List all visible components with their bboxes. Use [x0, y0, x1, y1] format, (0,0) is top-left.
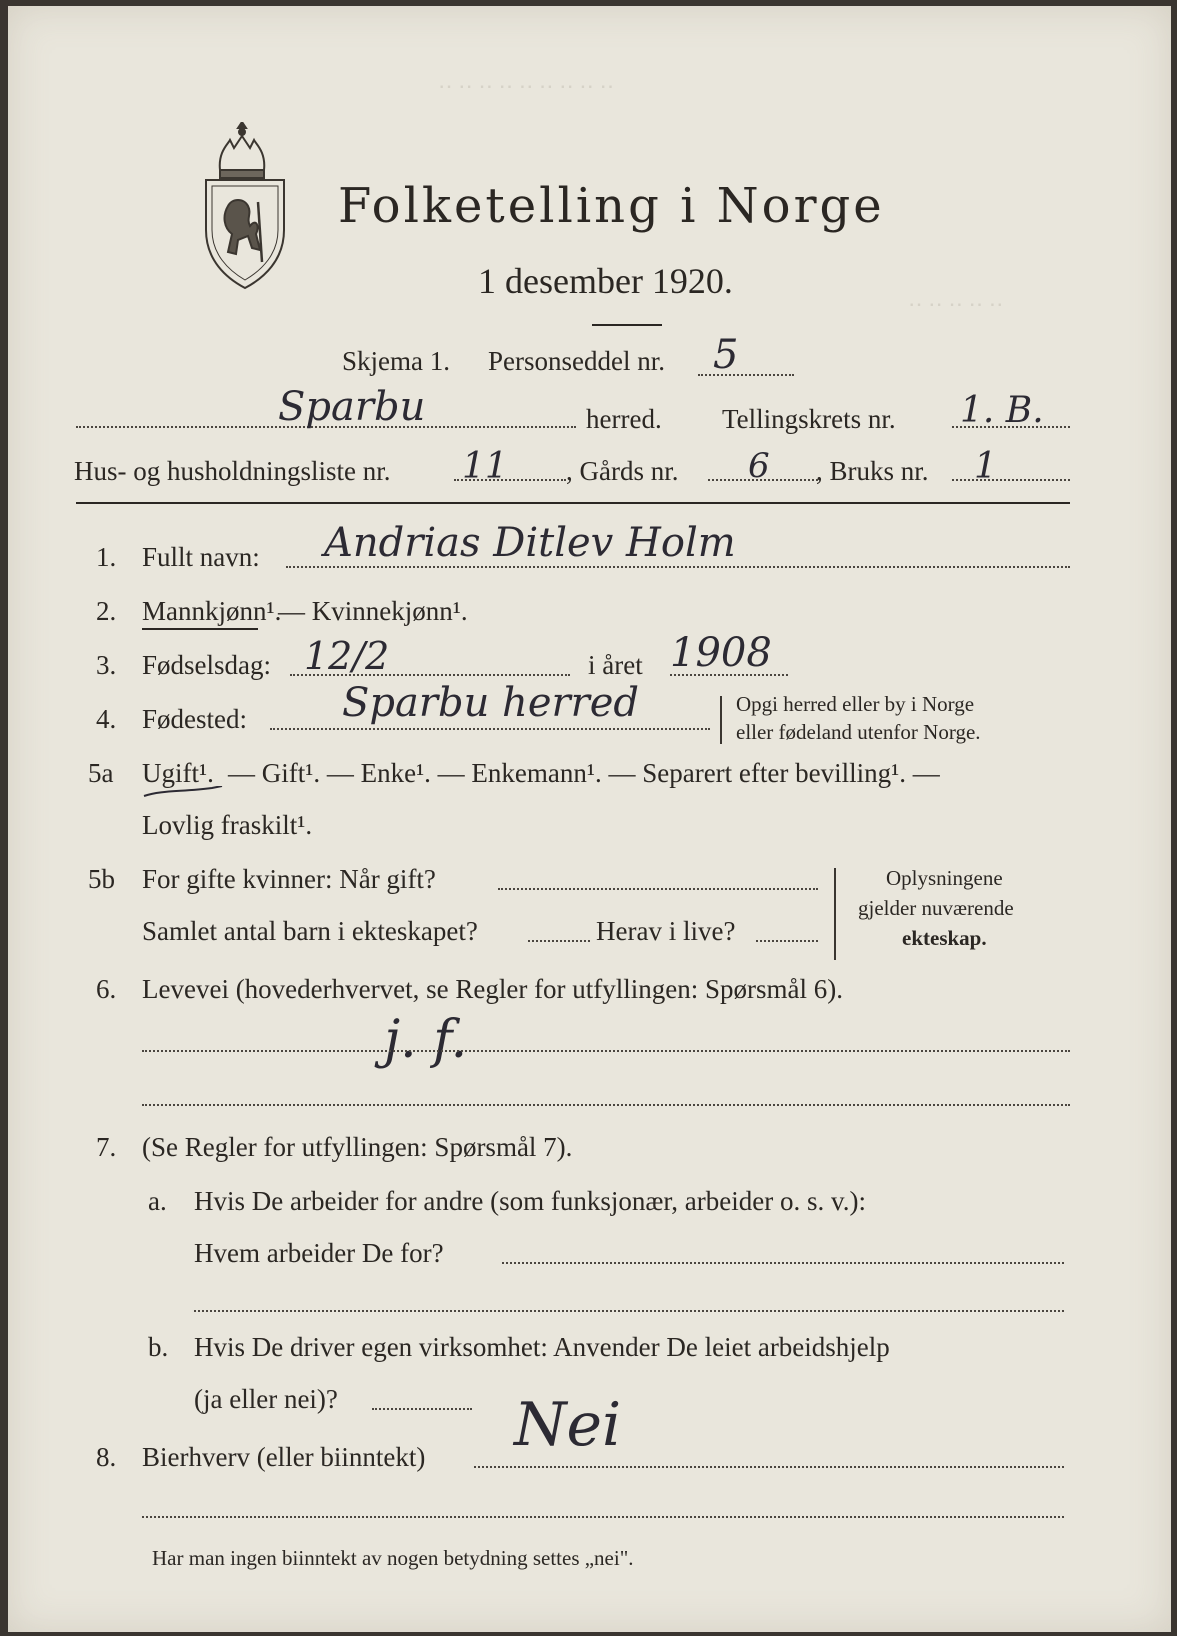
q2-male-option: Mannkjønn¹.	[142, 596, 282, 626]
q6-field-line1	[142, 1050, 1070, 1052]
q7-label: (Se Regler for utfyllingen: Spørsmål 7).	[142, 1132, 573, 1162]
q4-birthplace: Sparbu herred	[342, 680, 640, 726]
herred-value: Sparbu	[278, 384, 426, 430]
tellingskrets-value: 1. B.	[960, 390, 1044, 431]
q4-label: Fødested:	[142, 704, 247, 734]
q1-number: 1.	[96, 542, 117, 572]
q6-label: Levevei (hovederhvervet, se Regler for utfyllingen: Spørsmål 6).	[142, 974, 844, 1004]
q5a-divorced-option: Lovlig fraskilt¹.	[142, 810, 313, 840]
husliste-label: Hus- og husholdningsliste nr.	[74, 456, 391, 486]
gards-label: , Gårds nr.	[566, 456, 679, 486]
q2-male-underline	[142, 628, 258, 630]
q7b-label: Hvis De driver egen virksomhet: Anvender De leiet arbeidshjelp	[194, 1332, 890, 1362]
bruks-value: 1	[974, 446, 997, 487]
q5b-note-line2: gjelder nuværende	[858, 896, 1014, 920]
q5b-children-label: Samlet antal barn i ekteskapet?	[142, 916, 478, 946]
q5b-married-when-field-line	[498, 888, 818, 890]
q4-number: 4.	[96, 704, 117, 734]
q3-number: 3.	[96, 650, 117, 680]
q3-label: Fødselsdag:	[142, 650, 272, 680]
q7b-letter: b.	[148, 1332, 169, 1362]
q1-field-line	[286, 566, 1070, 568]
bleed-through-text: ‥ ‥ ‥ ‥ ‥	[908, 286, 1004, 311]
husliste-value: 11	[462, 446, 508, 487]
q5a-other-options: — Gift¹. — Enke¹. — Enkemann¹. — Separert efter bevilling¹. —	[228, 758, 940, 788]
q5b-note-brace	[834, 868, 836, 960]
q4-field-line	[270, 728, 710, 730]
q8-extra-field-line	[142, 1516, 1064, 1518]
q7a-employer-field-line	[502, 1262, 1064, 1264]
q7a-label: Hvis De arbeider for andre (som funksjonær, arbeider o. s. v.):	[194, 1186, 866, 1216]
q8-label: Bierhverv (eller biinntekt)	[142, 1442, 426, 1472]
q6-occupation: j. f.	[384, 1010, 468, 1070]
q5b-children-field-line	[528, 940, 590, 942]
coat-of-arms-icon	[198, 122, 293, 290]
census-form-page	[8, 6, 1171, 1632]
q7a-letter: a.	[148, 1186, 167, 1216]
q5a-unmarried-option: Ugift¹.	[142, 758, 214, 788]
gards-value: 6	[748, 446, 770, 486]
q5a-handwritten-mark	[142, 786, 232, 800]
census-date: 1 desember 1920.	[478, 261, 733, 301]
bruks-label: , Bruks nr.	[816, 456, 929, 486]
q5a-number: 5a	[88, 758, 114, 788]
q3-birth-year: 1908	[670, 630, 772, 676]
section-divider	[76, 502, 1070, 504]
q6-field-line2	[142, 1104, 1070, 1106]
title-divider	[592, 324, 662, 326]
q5b-note-line1: Oplysningene	[886, 866, 1003, 890]
footer-note: Har man ingen biinntekt av nogen betydning settes „nei".	[152, 1546, 634, 1570]
herred-label: herred.	[586, 404, 662, 434]
q1-full-name: Andrias Ditlev Holm	[324, 520, 736, 566]
q5b-alive-label: Herav i live?	[596, 916, 736, 946]
q5b-note-line3: ekteskap.	[902, 926, 987, 950]
q3-year-label: i året	[588, 650, 643, 680]
tellingskrets-label: Tellingskrets nr.	[722, 404, 896, 434]
q2-number: 2.	[96, 596, 117, 626]
q8-field-line	[474, 1466, 1064, 1468]
q7-number: 7.	[96, 1132, 117, 1162]
bruks-field-line	[952, 479, 1070, 481]
q7b-yes-no-label: (ja eller nei)?	[194, 1384, 338, 1414]
q7a-extra-field-line	[194, 1310, 1064, 1312]
q7b-field-line	[372, 1408, 472, 1410]
personseddel-label: Personseddel nr.	[488, 346, 665, 376]
q1-label: Fullt navn:	[142, 542, 260, 572]
q6-number: 6.	[96, 974, 117, 1004]
q5b-number: 5b	[88, 864, 115, 894]
q4-note-brace	[720, 696, 722, 744]
q4-note-line1: Opgi herred eller by i Norge	[736, 692, 975, 716]
q3-birthday: 12/2	[304, 634, 390, 678]
q8-number: 8.	[96, 1442, 117, 1472]
q8-side-income: Nei	[514, 1390, 622, 1460]
q2-female-option: — Kvinnekjønn¹.	[278, 596, 468, 626]
schema-label: Skjema 1.	[342, 346, 450, 376]
q7a-employer-label: Hvem arbeider De for?	[194, 1238, 444, 1268]
personseddel-number: 5	[713, 332, 739, 378]
q5b-alive-field-line	[756, 940, 818, 942]
q5b-married-when-label: For gifte kvinner: Når gift?	[142, 864, 436, 894]
bleed-through-text: ‥ ‥ ‥ ‥ ‥ ‥ ‥ ‥ ‥	[438, 68, 615, 93]
q4-note-line2: eller fødeland utenfor Norge.	[736, 720, 981, 744]
form-title: Folketelling i Norge	[338, 178, 885, 234]
